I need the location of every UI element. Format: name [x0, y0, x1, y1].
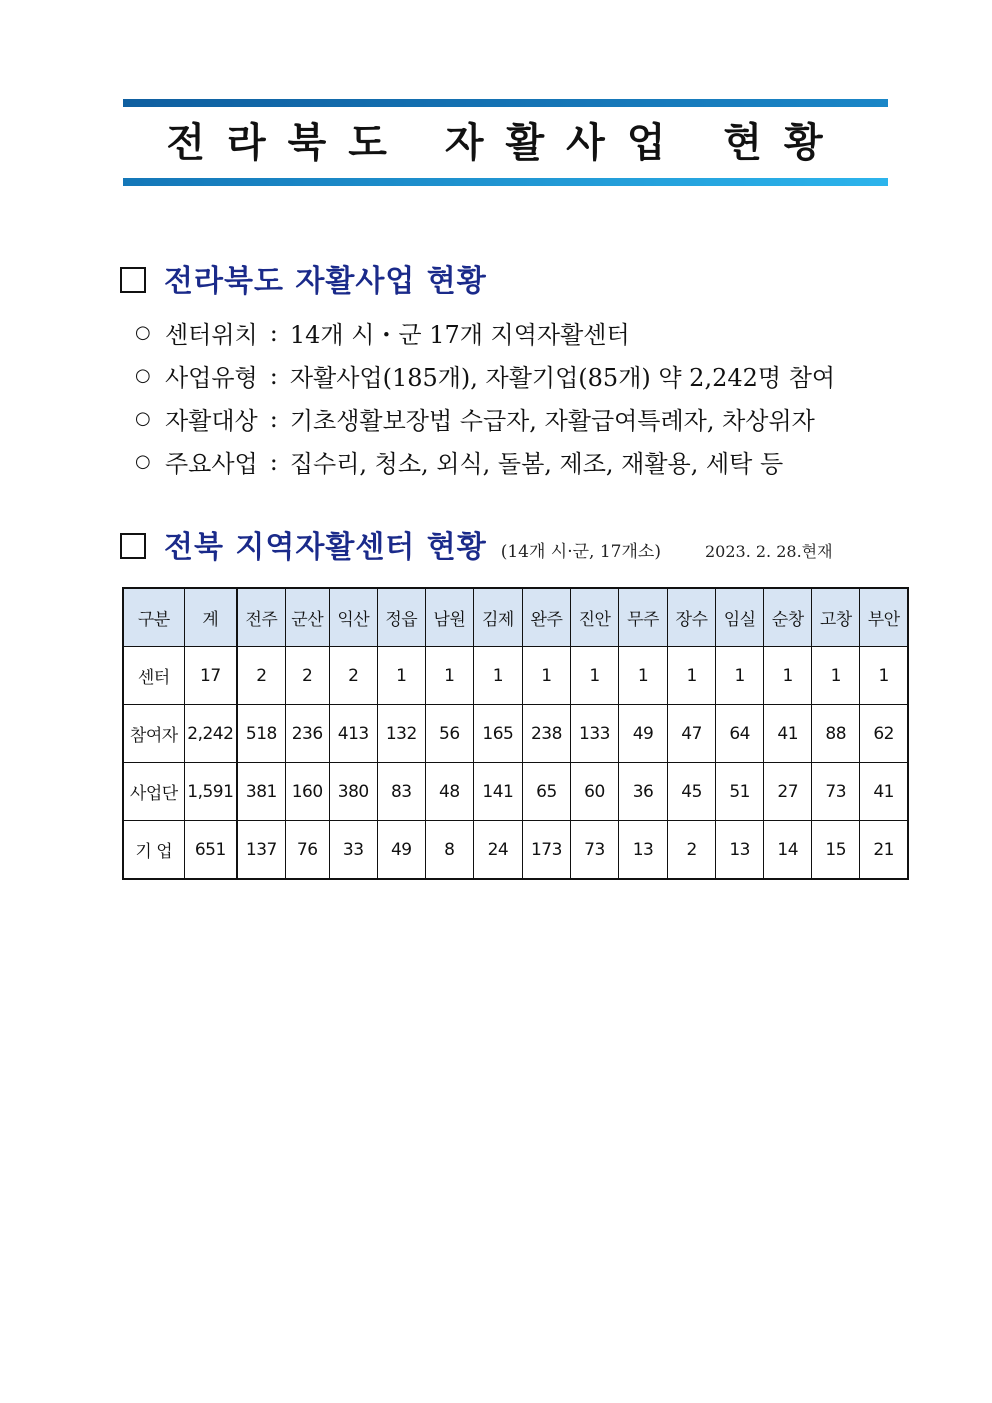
bullet-label: 주요사업	[165, 450, 258, 478]
bullet-label: 자활대상	[165, 407, 258, 435]
table-cell: 17	[184, 647, 237, 705]
section-heading-centers	[120, 522, 833, 566]
bullet-item	[135, 440, 895, 483]
table-header-cell: 계	[184, 588, 237, 647]
table-cell: 1	[619, 647, 668, 705]
table-header-cell: 남원	[425, 588, 473, 647]
table-cell: 381	[237, 763, 285, 821]
bullet-item	[135, 397, 895, 440]
table-cell: 2	[668, 821, 716, 880]
table-cell: 1	[377, 647, 425, 705]
table-header-cell: 완주	[522, 588, 570, 647]
bullet-text: 집수리, 청소, 외식, 돌봄, 제조, 재활용, 세탁 등	[289, 450, 784, 478]
table-cell: 413	[329, 705, 377, 763]
circle-bullet-icon: ○	[135, 451, 151, 472]
table-cell: 2,242	[184, 705, 237, 763]
table-cell: 45	[668, 763, 716, 821]
title-bar-top	[123, 99, 888, 107]
table-header-cell: 고창	[812, 588, 860, 647]
table-cell: 14	[764, 821, 812, 880]
table-cell: 380	[329, 763, 377, 821]
table-cell: 1	[473, 647, 522, 705]
table-cell: 36	[619, 763, 668, 821]
table-cell: 160	[285, 763, 329, 821]
table-cell: 1	[668, 647, 716, 705]
table-header-row	[123, 588, 908, 647]
bullet-separator: :	[269, 404, 278, 433]
page-title: 전라북도 자활사업 현황	[166, 120, 845, 166]
table-header-cell: 임실	[716, 588, 764, 647]
table-cell: 2	[285, 647, 329, 705]
bullet-text: 기초생활보장법 수급자, 자활급여특례자, 차상위자	[289, 407, 815, 435]
table-header-cell: 순창	[764, 588, 812, 647]
table-header-cell: 전주	[237, 588, 285, 647]
bullet-label: 사업유형	[165, 364, 258, 392]
table-cell: 1	[860, 647, 908, 705]
bullet-item	[135, 354, 895, 397]
table-cell: 8	[425, 821, 473, 880]
bullet-text: 자활사업(185개), 자활기업(85개) 약 2,242명 참여	[289, 364, 836, 392]
table-cell: 73	[812, 763, 860, 821]
table-cell: 49	[377, 821, 425, 880]
title-bar-bottom	[123, 178, 888, 186]
circle-bullet-icon: ○	[135, 365, 151, 386]
table-header-cell: 무주	[619, 588, 668, 647]
table-cell: 2	[329, 647, 377, 705]
table-cell: 141	[473, 763, 522, 821]
table-header-cell: 장수	[668, 588, 716, 647]
table-cell: 132	[377, 705, 425, 763]
table-cell: 15	[812, 821, 860, 880]
bullet-separator: :	[269, 447, 278, 476]
table-row	[123, 705, 908, 763]
table-cell: 65	[522, 763, 570, 821]
table-cell: 41	[860, 763, 908, 821]
table-header-cell: 정읍	[377, 588, 425, 647]
section-heading-text: 전북 지역자활센터 현황	[164, 530, 487, 565]
table-cell: 173	[522, 821, 570, 880]
table-cell: 51	[716, 763, 764, 821]
table-cell: 1	[425, 647, 473, 705]
section-heading-text: 전라북도 자활사업 현황	[164, 264, 487, 299]
table-cell: 2	[237, 647, 285, 705]
table-cell: 238	[522, 705, 570, 763]
table-cell: 49	[619, 705, 668, 763]
overview-bullet-list	[135, 311, 895, 483]
table-cell: 24	[473, 821, 522, 880]
table-cell: 33	[329, 821, 377, 880]
square-bullet-icon	[120, 533, 146, 559]
bullet-item	[135, 311, 895, 354]
table-cell: 83	[377, 763, 425, 821]
table-header-cell: 익산	[329, 588, 377, 647]
table-header-cell: 부안	[860, 588, 908, 647]
circle-bullet-icon: ○	[135, 408, 151, 429]
table-cell: 47	[668, 705, 716, 763]
title-block	[123, 99, 888, 187]
table-cell: 21	[860, 821, 908, 880]
table-cell: 76	[285, 821, 329, 880]
table-row	[123, 821, 908, 880]
section-subtitle: (14개 시·군, 17개소)	[500, 542, 661, 562]
table-cell: 133	[570, 705, 618, 763]
table-cell: 41	[764, 705, 812, 763]
table-cell: 64	[716, 705, 764, 763]
table-cell: 73	[570, 821, 618, 880]
as-of-date: 2023. 2. 28.현재	[704, 542, 833, 561]
table-cell: 48	[425, 763, 473, 821]
table-cell: 13	[619, 821, 668, 880]
center-stats-table	[122, 587, 909, 880]
table-cell: 27	[764, 763, 812, 821]
table-cell: 1	[764, 647, 812, 705]
table-cell: 88	[812, 705, 860, 763]
bullet-label: 센터위치	[165, 321, 258, 349]
row-label-cell: 참여자	[123, 705, 184, 763]
table-cell: 1,591	[184, 763, 237, 821]
table-cell: 137	[237, 821, 285, 880]
table-cell: 60	[570, 763, 618, 821]
table-cell: 165	[473, 705, 522, 763]
table-header-cell: 김제	[473, 588, 522, 647]
row-label-cell: 사업단	[123, 763, 184, 821]
bullet-separator: :	[269, 361, 278, 390]
table-cell: 518	[237, 705, 285, 763]
section-heading-overview	[120, 256, 487, 300]
table-cell: 62	[860, 705, 908, 763]
table-cell: 1	[716, 647, 764, 705]
bullet-separator: :	[269, 318, 278, 347]
row-label-cell: 기 업	[123, 821, 184, 880]
circle-bullet-icon: ○	[135, 322, 151, 343]
table-header-cell: 군산	[285, 588, 329, 647]
table-row	[123, 763, 908, 821]
table-header-cell: 구분	[123, 588, 184, 647]
square-bullet-icon	[120, 267, 146, 293]
table-cell: 236	[285, 705, 329, 763]
table-row	[123, 647, 908, 705]
table-cell: 13	[716, 821, 764, 880]
table-cell: 1	[812, 647, 860, 705]
table-cell: 651	[184, 821, 237, 880]
table-cell: 1	[570, 647, 618, 705]
table-cell: 1	[522, 647, 570, 705]
bullet-text: 14개 시・군 17개 지역자활센터	[289, 321, 630, 349]
row-label-cell: 센터	[123, 647, 184, 705]
table-cell: 56	[425, 705, 473, 763]
table-header-cell: 진안	[570, 588, 618, 647]
